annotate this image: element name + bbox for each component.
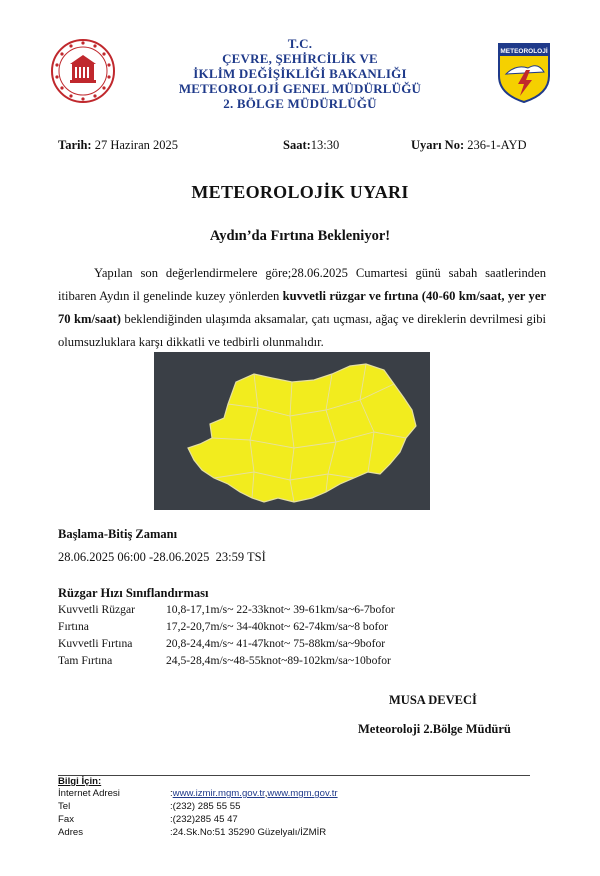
footer-separator: , — [264, 788, 268, 799]
wind-class-value: 10,8-17,1m/s~ 22-33knot~ 39-61km/sa~6-7bofor — [166, 603, 395, 616]
footer-divider — [58, 775, 530, 776]
footer-label: Fax — [58, 814, 74, 825]
logo-label: METEOROLOJİ — [500, 48, 548, 55]
footer-label: İnternet Adresi — [58, 788, 120, 799]
header-line-directorate: METEOROLOJİ GENEL MÜDÜRLÜĞÜ — [178, 81, 422, 96]
footer-value: :(232)285 45 47 — [170, 814, 238, 825]
wind-row — [58, 603, 538, 619]
wind-row — [58, 654, 538, 670]
header-line-tc: T.C. — [287, 36, 313, 51]
wind-class-name: Tam Fırtına — [58, 654, 113, 667]
wind-class-value: 17,2-20,7m/s~ 34-40knot~ 62-74km/sa~8 bofor — [166, 620, 389, 633]
warning-number-field — [411, 138, 527, 153]
wind-row — [58, 620, 538, 636]
document-subtitle: Aydın’da Fırtına Bekleniyor! — [209, 228, 391, 244]
wind-row — [58, 637, 538, 653]
wind-class-value: 20,8-24,4m/s~ 41-47knot~ 75-88km/sa~9bofor — [166, 637, 386, 650]
time-label: Saat: — [283, 138, 311, 152]
time-value: 13:30 — [310, 138, 340, 152]
wind-classification-title: Rüzgar Hızı Sınıflandırması — [58, 586, 209, 600]
date-field — [58, 138, 178, 153]
paragraph-bold-text: kuvvetli rüzgar ve fırtına (40-60 km/saat, yer yer 70 km/saat) — [58, 289, 547, 326]
warning-number-label: Uyarı No: — [411, 138, 465, 152]
footer-row-fax — [58, 814, 538, 827]
footer-row-tel — [58, 801, 538, 814]
footer-title: Bilgi İçin: — [58, 776, 102, 787]
warning-paragraph — [58, 262, 546, 354]
period-title: Başlama-Bitiş Zamanı — [58, 527, 178, 541]
wind-class-name: Kuvvetli Rüzgar — [58, 603, 135, 616]
wind-class-value: 24,5-28,4m/s~48-55knot~89-102km/sa~10bofor — [166, 654, 391, 667]
signatory-role: Meteoroloji 2.Bölge Müdürü — [358, 722, 511, 736]
mgm-link[interactable]: www.mgm.gov.tr — [267, 788, 338, 799]
aydin-province-shape — [188, 364, 416, 502]
time-field — [283, 138, 339, 153]
period-value: 28.06.2025 06:00 -28.06.2025 23:59 TSİ — [58, 550, 266, 564]
date-label: Tarih: — [58, 138, 92, 152]
warning-number-value: 236-1-AYD — [467, 138, 527, 152]
header-line-ministry-2: İKLİM DEĞİŞİKLİĞİ BAKANLIĞI — [193, 66, 407, 81]
date-value: 27 Haziran 2025 — [94, 138, 179, 152]
signatory-name: MUSA DEVECİ — [389, 693, 477, 707]
header-line-region: 2. BÖLGE MÜDÜRLÜĞÜ — [223, 96, 377, 111]
footer-value — [170, 788, 338, 799]
footer-value: :(232) 285 55 55 — [170, 801, 241, 812]
footer-value: :24.Sk.No:51 35290 Güzelyalı/İZMİR — [170, 827, 327, 838]
header-line-ministry-1: ÇEVRE, ŞEHİRCİLİK VE — [222, 51, 378, 66]
footer-label: Adres — [58, 827, 84, 838]
wind-class-name: Fırtına — [58, 620, 89, 633]
aydin-warning-map — [154, 352, 430, 510]
paragraph-text-1: Yapılan son değerlendirmelere göre;28.06.2025 Cumartesi günü sabah saatlerinden itibaren Aydın il genelinde kuzey yönlerden — [58, 266, 546, 303]
footer-row-address — [58, 827, 538, 840]
footer-row-web — [58, 788, 538, 801]
izmir-mgm-link[interactable]: www.izmir.mgm.gov.tr — [172, 788, 265, 799]
wind-class-name: Kuvvetli Fırtına — [58, 637, 133, 650]
footer-prefix: : — [170, 788, 173, 799]
document-title: METEOROLOJİK UYARI — [191, 182, 409, 202]
paragraph-text-2: beklendiğinden ulaşımda aksamalar, çatı uçması, ağaç ve direklerin devrilmesi gibi olumsuzluklara karşı dikkatli ve tedbirli olunmalıdır. — [58, 312, 546, 349]
footer-label: Tel — [58, 801, 71, 812]
